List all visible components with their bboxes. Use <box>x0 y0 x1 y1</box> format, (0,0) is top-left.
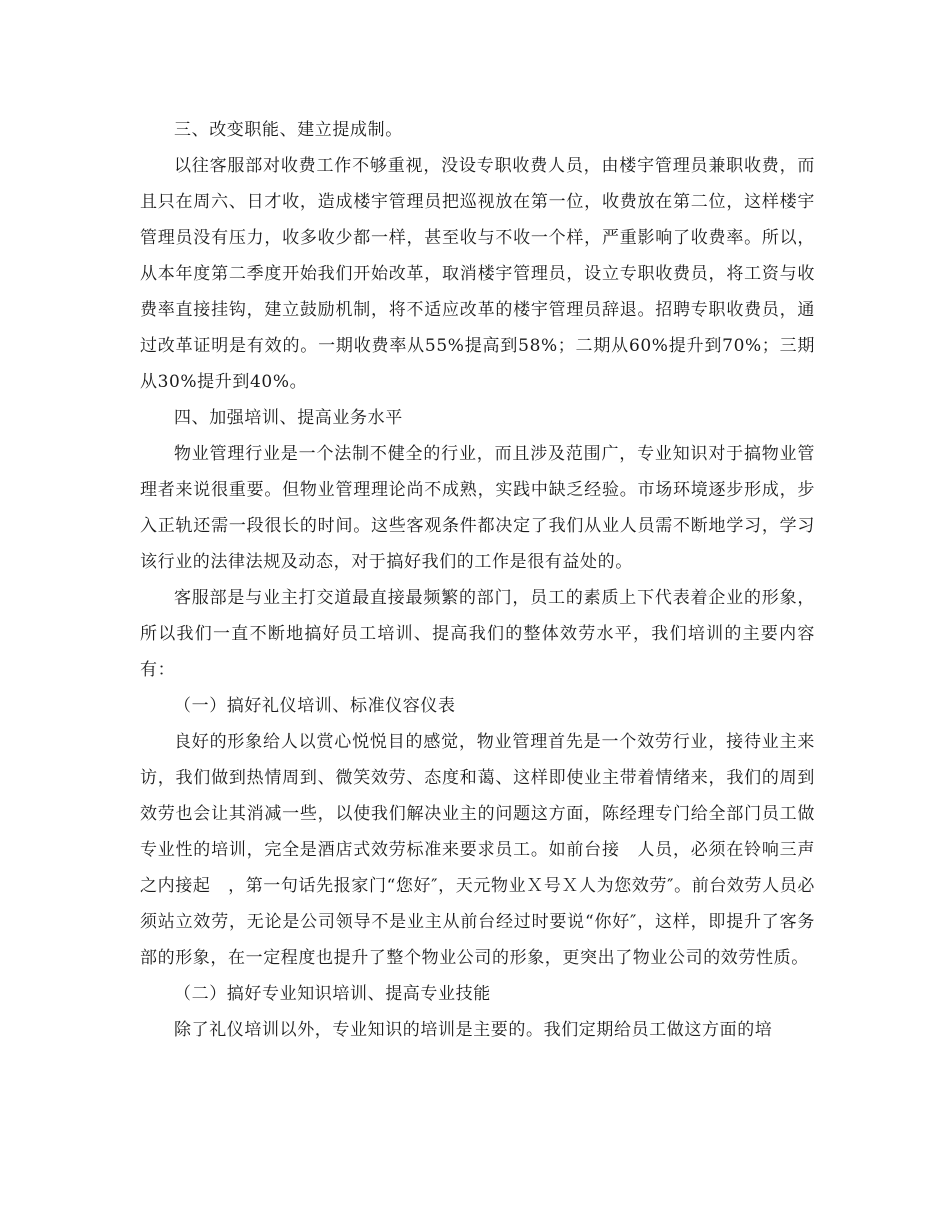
subsection-1-paragraph: 良好的形象给人以赏心悦悦目的感觉，物业管理首先是一个效劳行业，接待业主来访，我们做到热情周到、微笑效劳、态度和蔼、这样即使业主带着情绪来，我们的周到效劳也会让其消减一些，以使我们解决业主的问题这方面，陈经理专门给全部门员工做专业性的培训，完全是酒店式效劳标准来要求员工。如前台接 人员，必须在铃响三声之内接起 ，第一句话先报家门“您好″，天元物业Ｘ号Ｘ人为您效劳″。前台效劳人员必须站立效劳，无论是公司领导不是业主从前台经过时要说“你好″，这样，即提升了客务部的形象，在一定程度也提升了整个物业公司的形象，更突出了物业公司的效劳性质。 <box>140 732 815 968</box>
document-body <box>140 112 815 1048</box>
subsection-2-heading: （二）搞好专业知识培训、提高专业技能 <box>174 984 491 1004</box>
section-3-heading: 三、改变职能、建立提成制。 <box>174 120 403 140</box>
section-4-paragraph-1: 物业管理行业是一个法制不健全的行业，而且涉及范围广，专业知识对于搞物业管理者来说很重要。但物业管理理论尚不成熟，实践中缺乏经验。市场环境逐步形成，步入正轨还需一段很长的时间。这些客观条件都决定了我们从业人员需不断地学习，学习该行业的法律法规及动态，对于搞好我们的工作是很有益处的。 <box>140 444 815 572</box>
section-4-paragraph-2: 客服部是与业主打交道最直接最频繁的部门，员工的素质上下代表着企业的形象，所以我们一直不断地搞好员工培训、提高我们的整体效劳水平，我们培训的主要内容有： <box>140 588 815 680</box>
section-3-paragraph: 以往客服部对收费工作不够重视，没设专职收费人员，由楼宇管理员兼职收费，而且只在周六、日才收，造成楼宇管理员把巡视放在第一位，收费放在第二位，这样楼宇管理员没有压力，收多收少都一样，甚至收与不收一个样，严重影响了收费率。所以，从本年度第二季度开始我们开始改革，取消楼宇管理员，设立专职收费员，将工资与收费率直接挂钩，建立鼓励机制，将不适应改革的楼宇管理员辞退。招聘专职收费员，通过改革证明是有效的。一期收费率从55%提高到58%；二期从60%提升到70%；三期从30%提升到40%。 <box>140 156 815 392</box>
section-4-heading: 四、加强培训、提高业务水平 <box>174 408 403 428</box>
subsection-2-paragraph: 除了礼仪培训以外，专业知识的培训是主要的。我们定期给员工做这方面的培 <box>174 1020 773 1040</box>
subsection-1-heading: （一）搞好礼仪培训、标准仪容仪表 <box>174 696 456 716</box>
